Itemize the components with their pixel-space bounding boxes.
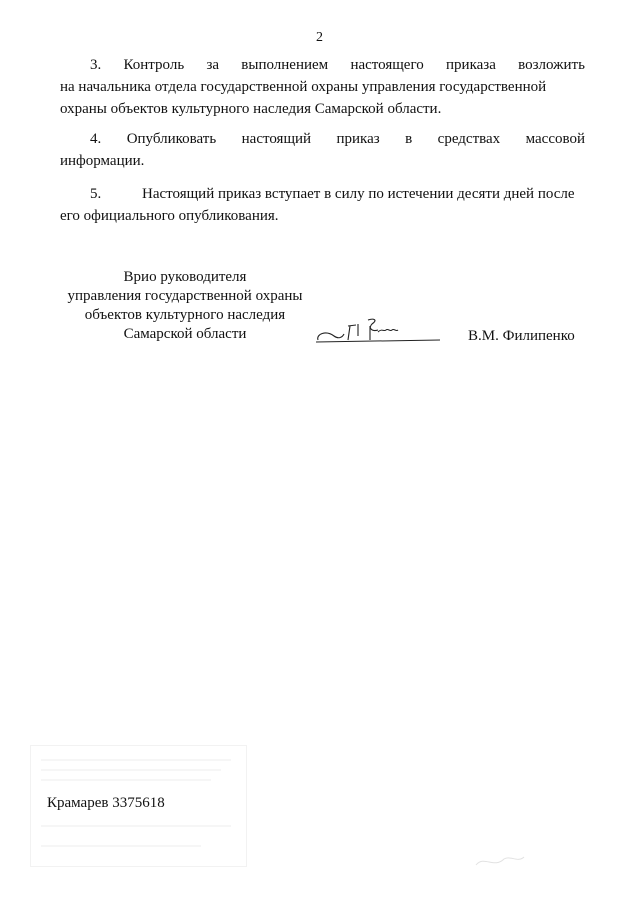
paragraph-3-line-3: охраны объектов культурного наследия Самарской области.	[60, 101, 442, 117]
signatory-name: В.М. Филипенко	[468, 328, 575, 344]
paragraph-4	[60, 128, 585, 172]
paragraph-5-text: Настоящий приказ вступает в силу по истечении десяти дней после	[142, 186, 575, 202]
paragraph-5-line-1	[60, 183, 585, 205]
paragraph-3-line-1	[60, 54, 585, 76]
paragraph-4-word: массовой	[525, 131, 585, 147]
paragraph-5-line-2: его официального опубликования.	[60, 208, 279, 224]
paragraph-4-word: Опубликовать	[126, 131, 217, 147]
handwritten-signature	[312, 310, 442, 350]
paragraph-5-number: 5.	[90, 186, 102, 202]
paragraph-3-word: выполнением	[241, 57, 329, 73]
paragraph-3-word: за	[206, 57, 220, 73]
paragraph-4-line-2: информации.	[60, 153, 145, 169]
paragraph-3-line-2: на начальника отдела государственной охраны управления государственной	[60, 79, 547, 95]
paragraph-3-word: настоящего	[350, 57, 424, 73]
signatory-position-line: управления государственной охраны	[67, 288, 303, 304]
signatory-position-line: Самарской области	[123, 326, 247, 342]
paragraph-4-word: в	[405, 131, 413, 147]
paragraph-3	[60, 54, 585, 120]
paragraph-4-line-1	[60, 128, 585, 150]
executor-contact: Крамарев 3375618	[47, 795, 165, 811]
paragraph-3-word: возложить	[518, 57, 585, 73]
faint-mark	[470, 845, 530, 875]
signatory-position	[60, 268, 310, 344]
paragraph-4-number: 4.	[90, 131, 102, 147]
signatory-position-line: объектов культурного наследия	[84, 307, 286, 323]
paragraph-3-word: Контроль	[123, 57, 185, 73]
signatory-position-line: Врио руководителя	[123, 269, 247, 285]
paragraph-4-word: приказ	[336, 131, 380, 147]
paragraph-3-word: приказа	[446, 57, 496, 73]
paragraph-3-number: 3.	[90, 57, 102, 73]
paragraph-4-word: настоящий	[241, 131, 312, 147]
paragraph-5	[60, 183, 585, 227]
paragraph-4-word: средствах	[437, 131, 501, 147]
page-number: 2	[316, 30, 323, 45]
